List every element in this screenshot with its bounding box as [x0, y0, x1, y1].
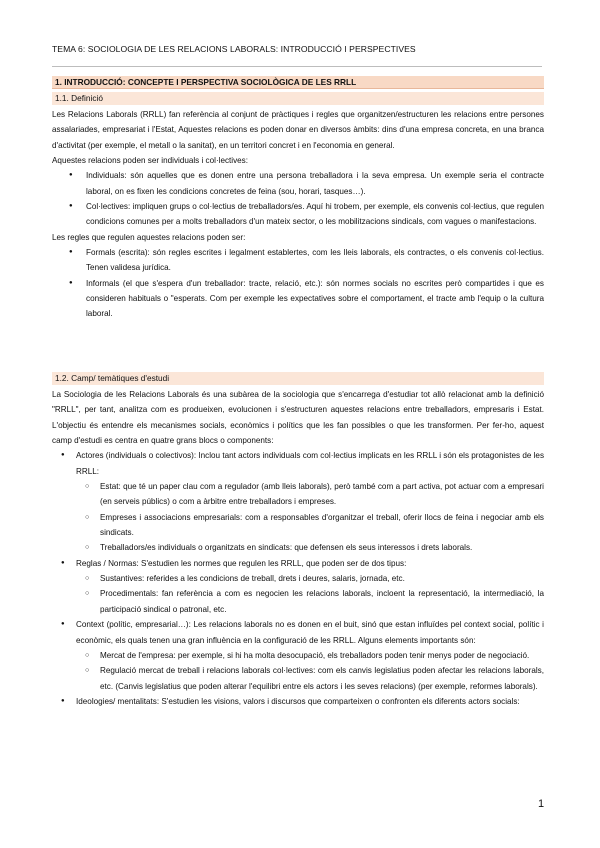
- sub-list-item: ○ Estat: que té un paper clau com a regulador (amb lleis laborals), però també com a part activa, pot actuar com a empresari (en serveis públics) o com a àrbitre entre treballadors i empreses.: [76, 479, 544, 510]
- list-item-reglas: [52, 556, 544, 617]
- list-item: ● Informals (el que s'espera d'un treballador: tracte, relació, etc.): són normes socials no escrites però compartides i que es consideren habituals o "esperats. Com per exemple les expectatives sobre el comportament, el tracte amb l'equip o la cultura laboral.: [52, 276, 544, 322]
- title-divider: [52, 66, 542, 67]
- sub-list-item: ○ Regulació mercat de treball i relacions laborals col·lectives: com els canvis legislatius poden afectar les relacions laborals, etc. (Canvis legislatius que poden alterar l'equilibri entre els actors i les seves relacions) (per exemple, reformes laborals).: [76, 663, 544, 694]
- list-item: ● Individuals: són aquelles que es donen entre una persona treballadora i la seva empresa. Un exemple seria el contracte laboral, on es fixen les condicions concretes de feina (sou, horari, tasques…).: [52, 168, 544, 199]
- section-heading-introduccio: 1. INTRODUCCIÓ: CONCEPTE I PERSPECTIVA SOCIOLÒGICA DE LES RRLL: [52, 76, 544, 89]
- sub-list: [76, 479, 544, 556]
- sub-list: [76, 571, 544, 617]
- paragraph: Aquestes relacions poden ser individuals i col·lectives:: [52, 156, 249, 166]
- paragraph: Les regles que regulen aquestes relacions poden ser:: [52, 232, 246, 242]
- subsection-heading-camp: 1.2. Camp/ temàtiques d'estudi: [52, 372, 544, 385]
- list-item-context: [52, 617, 544, 694]
- list-item: ● Col·lectives: impliquen grups o col·lectius de treballadors/es. Aquí hi trobem, per exemple, els convenis col·lectius, que regulen condicions comunes per a molts treballadors d'un mateix sector, o les mobilitzacions sindicals, com vagues o manifestacions.: [52, 199, 544, 230]
- list-item-text: Context (polític, empresarial…): Les relacions laborals no es donen en el buit, sinó que estan influïdes pel context social, polític i econòmic, els quals tenen una gran influència en la configuració de les RRLL. Alguns elements importants són:: [76, 620, 544, 645]
- paragraph: La Sociologia de les Relacions Laborals és una subàrea de la sociologia que s'encarrega d'estudiar tot allò relacionat amb la definició "RRLL", per tant, analitza com es produeixen, evolucionen i s'estructuren aquestes relacions entre treballadors, empresaris i Estat. L'objectiu és entendre els mecanismes socials, econòmics i polítics que les fan possibles o que les transformen. Per fer-ho, aquest camp d'estudi es centra en quatre grans blocs o components:: [52, 390, 544, 446]
- sub-list-item: ○ Sustantives: referides a les condicions de treball, drets i deures, salaris, jornada, etc.: [76, 571, 544, 586]
- document-title: TEMA 6: SOCIOLOGIA DE LES RELACIONS LABORALS: INTRODUCCIÓ I PERSPECTIVES: [52, 44, 416, 54]
- list-item-text: Ideologies/ mentalitats: S'estudien les visions, valors i discursos que comparteixen o confronten els diferents actors socials:: [76, 696, 520, 706]
- list-item: ● Formals (escrita): són regles escrites i legalment establertes, com les lleis laborals, els contractes, o els convenis col·lectius. Tenen validesa jurídica.: [52, 245, 544, 276]
- list-item-text: Actores (individuals o colectivos): Inclou tant actors individuals com col·lectius implicats en les RRLL i són els protagonistes de les RRLL:: [76, 451, 545, 476]
- bullet-list-blocs: [52, 448, 544, 709]
- bullet-list-relacions: [52, 168, 544, 229]
- bullet-list-regles: [52, 245, 544, 322]
- paragraph: Les Relacions Laborals (RRLL) fan referència al conjunt de pràctiques i regles que organitzen/estructuren les relacions entre persones assalariades, empresariat i l'Estat, Aquestes relacions es poden donar en diversos àmbits: dins d'una empresa concreta, en una branca d'activitat (per exemple, el metall o la sanitat), en un territori concret i en l'economia en general.: [52, 110, 544, 150]
- sub-list-item: ○ Empreses i associacions empresarials: com a responsables d'organitzar el treball, oferir llocs de feina i negociar amb els sindicats.: [76, 510, 544, 541]
- page-number: 1: [538, 798, 545, 810]
- list-item-actores: [52, 448, 544, 555]
- list-item-text: Reglas / Normas: S'estudien les normes que regulen les RRLL, que poden ser de dos tipus:: [76, 558, 407, 568]
- sub-list-item: ○ Procedimentals: fan referència a com es negocien les relacions laborals, incloent la representació, la intermediació, la participació sindical o patronal, etc.: [76, 586, 544, 617]
- section-definicio-body: [52, 107, 544, 322]
- subsection-heading-definicio: 1.1. Definició: [52, 92, 544, 105]
- sub-list-item: ○ Treballadors/es individuals o organitzats en sindicats: que defensen els seus interessos i drets laborals.: [76, 540, 544, 555]
- section-camp-body: [52, 387, 544, 709]
- sub-list-item: ○ Mercat de l'empresa: per exemple, si hi ha molta desocupació, els treballadors poden tenir menys poder de negociació.: [76, 648, 544, 663]
- list-item-ideologies: [52, 694, 544, 709]
- sub-list: [76, 648, 544, 694]
